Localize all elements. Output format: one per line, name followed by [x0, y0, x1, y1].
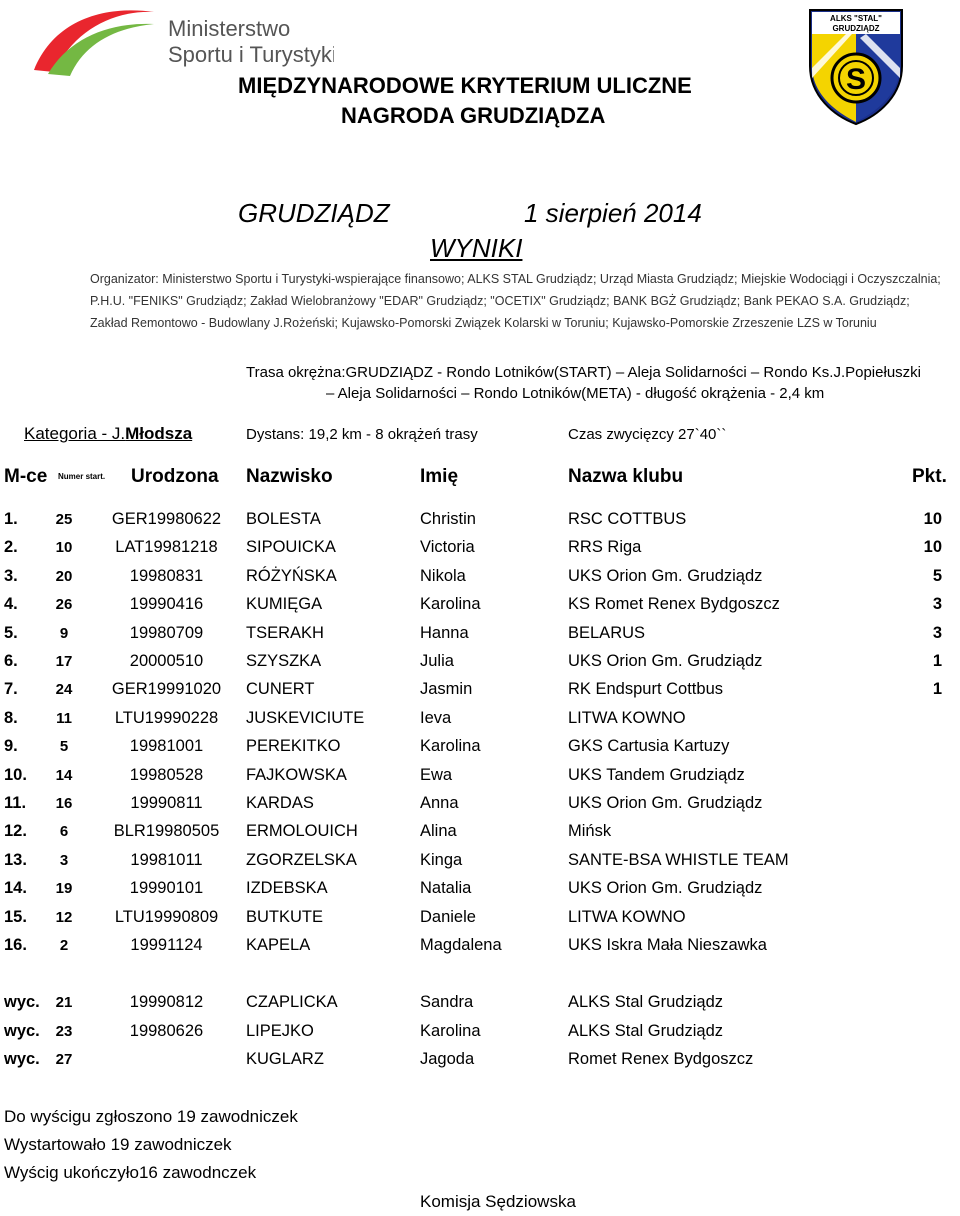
place-cell: 13. [4, 850, 27, 869]
club-letter: S [845, 63, 867, 96]
surname-cell: RÓŻYŃSKA [246, 566, 337, 585]
table-row [0, 709, 960, 733]
first-name-cell: Christin [420, 510, 476, 528]
points-cell: 5 [932, 566, 942, 585]
start-number-cell: 21 [55, 994, 73, 1011]
surname-cell: IZDEBSKA [246, 879, 328, 898]
place-cell: 6. [4, 652, 18, 670]
surname-cell: ERMOLOUICH [246, 822, 358, 841]
birth-cell: BLR19980505 [113, 822, 220, 841]
birth-cell: LAT19981218 [115, 538, 218, 557]
birth-cell: 19990101 [129, 879, 204, 898]
birth-cell: 19981001 [129, 737, 204, 756]
surname-cell: FAJKOWSKA [246, 765, 347, 784]
ministry-swoosh-icon [14, 0, 334, 80]
place-cell: 10. [4, 765, 27, 784]
ministry-name-line1: Ministerstwo [168, 16, 291, 41]
ministry-logo [14, 0, 334, 80]
table-row [0, 766, 960, 790]
event-date: 1 sierpień 2014 [524, 198, 702, 228]
first-name-cell: Nikola [420, 566, 466, 585]
club-cell: LITWA KOWNO [568, 907, 686, 926]
first-name-cell: Kinga [420, 850, 463, 869]
first-name-cell: Natalia [420, 879, 472, 898]
start-number-cell: 9 [59, 624, 69, 642]
start-number-cell: 27 [55, 1051, 73, 1068]
birth-cell: 19980528 [129, 765, 204, 784]
start-number-cell: 20 [55, 567, 73, 585]
table-row [0, 595, 960, 619]
organizer-line3: Zakład Remontowo - Budowlany J.Rożeński; Kujawsko-Pomorski Związek Kolarski w Toruniu; Kujawsko-Pomorskie Zrzeszenie LZS w Toruniu [90, 316, 877, 330]
birth-cell: GER19991020 [111, 680, 222, 699]
surname-cell: ZGORZELSKA [246, 850, 357, 869]
col-club: Nazwa klubu [568, 466, 684, 487]
place-cell: wyc. [4, 1050, 40, 1068]
results-heading: WYNIKI [430, 233, 523, 263]
footer-finished: Wyścig ukończyło16 zawodnczek [4, 1163, 257, 1182]
birth-cell: 20000510 [129, 652, 204, 670]
start-number-cell: 24 [55, 681, 73, 699]
table-row [0, 908, 960, 932]
place-cell: 3. [4, 566, 18, 585]
title-line2: NAGRODA GRUDZIĄDZA [341, 103, 606, 128]
birth-cell: LTU19990809 [114, 907, 219, 926]
club-cell: ALKS Stal Grudziądz [568, 993, 723, 1011]
start-number-cell: 11 [56, 709, 72, 727]
withdrawn-row [0, 993, 960, 1017]
birth-cell: 19990811 [130, 794, 203, 812]
surname-cell: JUSKEVICIUTE [246, 708, 365, 727]
jury-signature: Komisja Sędziowska [420, 1192, 576, 1211]
place-cell: 12. [4, 822, 27, 841]
table-row [0, 624, 960, 648]
place-cell: 5. [4, 623, 18, 642]
place-cell: wyc. [4, 1021, 40, 1040]
event-city: GRUDZIĄDZ [238, 198, 390, 228]
club-cell: RRS Riga [568, 538, 642, 557]
place-cell: wyc. [4, 993, 40, 1011]
table-row [0, 851, 960, 875]
place-cell: 1. [4, 510, 18, 528]
table-row [0, 822, 960, 846]
place-cell: 8. [4, 708, 18, 727]
title-line1: MIĘDZYNARODOWE KRYTERIUM ULICZNE [238, 73, 692, 98]
birth-cell: 19990416 [129, 595, 204, 614]
col-born: Urodzona [131, 466, 219, 487]
club-logo [806, 8, 906, 126]
surname-cell: KUMIĘGA [246, 595, 323, 614]
first-name-cell: Ieva [420, 708, 452, 727]
club-cell: Romet Renex Bydgoszcz [568, 1050, 754, 1068]
points-cell: 3 [932, 623, 942, 642]
winner-time: Czas zwycięzcy 27`40`` [568, 426, 727, 443]
route-line1: Trasa okrężna:GRUDZIĄDZ - Rondo Lotników(START) – Aleja Solidarności – Rondo Ks.J.Popiełuszki [246, 364, 921, 381]
surname-cell: BOLESTA [246, 510, 321, 528]
place-cell: 14. [4, 879, 27, 898]
start-number-cell: 3 [59, 851, 69, 869]
club-cell: UKS Orion Gm. Grudziądz [568, 879, 763, 898]
start-number-cell: 14 [55, 766, 73, 784]
footer-started: Wystartowało 19 zawodniczek [4, 1135, 232, 1154]
table-row [0, 936, 960, 960]
first-name-cell: Karolina [420, 595, 481, 614]
start-number-cell: 10 [55, 539, 73, 557]
table-row [0, 680, 960, 704]
first-name-cell: Daniele [420, 907, 476, 926]
footer-entered: Do wyścigu zgłoszono 19 zawodniczek [4, 1107, 298, 1126]
club-cell: ALKS Stal Grudziądz [568, 1021, 723, 1040]
table-row [0, 879, 960, 903]
points-cell: 3 [932, 595, 942, 614]
place-cell: 15. [4, 907, 27, 926]
surname-cell: BUTKUTE [246, 907, 324, 926]
birth-cell: 19990812 [129, 993, 204, 1011]
surname-cell: PEREKITKO [246, 737, 341, 756]
birth-cell: 19991124 [130, 936, 203, 954]
table-row [0, 567, 960, 591]
place-cell: 7. [4, 680, 18, 699]
start-number-cell: 16 [55, 795, 73, 812]
birth-cell: GER19980622 [111, 510, 222, 528]
place-cell: 16. [4, 936, 27, 954]
surname-cell: SIPOUICKA [246, 538, 336, 557]
withdrawn-row [0, 1022, 960, 1046]
first-name-cell: Sandra [420, 993, 474, 1011]
place-cell: 11. [4, 794, 27, 812]
club-cell: UKS Iskra Mała Nieszawka [568, 936, 767, 954]
club-cell: SANTE-BSA WHISTLE TEAM [568, 850, 789, 869]
col-place: M-ce [4, 466, 48, 487]
club-text-line1: ALKS "STAL" [830, 14, 882, 23]
category-prefix: Kategoria - J. [24, 424, 126, 443]
table-row [0, 737, 960, 761]
start-number-cell: 17 [55, 653, 73, 670]
col-first-name: Imię [420, 466, 459, 487]
first-name-cell: Alina [420, 822, 457, 841]
points-cell: 1 [932, 680, 942, 699]
first-name-cell: Victoria [420, 538, 475, 557]
first-name-cell: Karolina [420, 737, 481, 756]
first-name-cell: Ewa [420, 765, 453, 784]
surname-cell: TSERAKH [246, 623, 324, 642]
club-cell: Mińsk [568, 822, 612, 841]
distance-info: Dystans: 19,2 km - 8 okrążeń trasy [246, 426, 478, 443]
col-points: Pkt. [912, 466, 947, 487]
club-cell: RSC COTTBUS [568, 510, 687, 528]
first-name-cell: Jasmin [420, 680, 473, 699]
place-cell: 4. [4, 595, 18, 614]
start-number-cell: 6 [59, 823, 69, 841]
birth-cell: LTU19990228 [114, 708, 219, 727]
ministry-name-line2: Sportu i Turystyki [168, 42, 334, 67]
club-text-line2: GRUDZIĄDZ [832, 24, 880, 33]
category-name: Młodsza [125, 424, 193, 443]
club-shield-icon [806, 8, 906, 126]
club-cell: UKS Orion Gm. Grudziądz [568, 566, 763, 585]
route-line2: – Aleja Solidarności – Rondo Lotników(META) - długość okrążenia - 2,4 km [326, 385, 825, 402]
club-cell: KS Romet Renex Bydgoszcz [568, 595, 780, 614]
organizer-line2: P.H.U. "FENIKS" Grudziądz; Zakład Wielobranżowy "EDAR" Grudziądz; "OCETIX" Grudziądz; BANK BGŻ Grudziądz; Bank PEKAO S.A. Grudziądz; [90, 294, 910, 308]
club-cell: UKS Tandem Grudziądz [568, 765, 745, 784]
table-row [0, 538, 960, 562]
category-label [24, 424, 192, 444]
club-cell: UKS Orion Gm. Grudziądz [568, 652, 763, 670]
surname-cell: KUGLARZ [246, 1050, 324, 1068]
start-number-cell: 19 [55, 880, 73, 898]
surname-cell: KARDAS [246, 794, 314, 812]
club-cell: RK Endspurt Cottbus [568, 680, 723, 699]
points-cell: 1 [932, 652, 942, 670]
first-name-cell: Jagoda [420, 1050, 475, 1068]
birth-cell: 19980626 [129, 1021, 204, 1040]
surname-cell: CZAPLICKA [246, 993, 338, 1011]
surname-cell: CUNERT [246, 680, 315, 699]
first-name-cell: Karolina [420, 1021, 481, 1040]
organizer-line1: Organizator: Ministerstwo Sportu i Turystyki-wspierające finansowo; ALKS STAL Grudziądz; Urząd Miasta Grudziądz; Miejskie Wodociągi i Oczyszczalnia; [90, 272, 941, 286]
table-row [0, 794, 960, 818]
birth-cell: 19981011 [130, 850, 203, 869]
start-number-cell: 12 [55, 908, 73, 926]
table-row [0, 510, 960, 534]
place-cell: 2. [4, 538, 18, 557]
col-surname: Nazwisko [246, 466, 333, 487]
first-name-cell: Hanna [420, 623, 469, 642]
surname-cell: LIPEJKO [246, 1021, 314, 1040]
first-name-cell: Magdalena [420, 936, 502, 954]
surname-cell: KAPELA [246, 936, 311, 954]
points-cell: 10 [923, 538, 942, 557]
start-number-cell: 2 [59, 937, 69, 954]
start-number-cell: 5 [59, 738, 69, 756]
start-number-cell: 26 [55, 596, 73, 614]
first-name-cell: Julia [420, 652, 454, 670]
withdrawn-row [0, 1050, 960, 1074]
club-cell: GKS Cartusia Kartuzy [568, 737, 730, 756]
place-cell: 9. [4, 737, 18, 756]
table-row [0, 652, 960, 676]
col-start-number: Numer start. [58, 472, 106, 481]
surname-cell: SZYSZKA [246, 652, 322, 670]
club-cell: UKS Orion Gm. Grudziądz [568, 794, 763, 812]
birth-cell: 19980831 [129, 566, 204, 585]
start-number-cell: 23 [55, 1022, 73, 1040]
points-cell: 10 [923, 510, 942, 528]
start-number-cell: 25 [55, 511, 73, 528]
club-cell: LITWA KOWNO [568, 708, 686, 727]
birth-cell: 19980709 [129, 623, 204, 642]
club-cell: BELARUS [568, 623, 646, 642]
first-name-cell: Anna [420, 794, 459, 812]
